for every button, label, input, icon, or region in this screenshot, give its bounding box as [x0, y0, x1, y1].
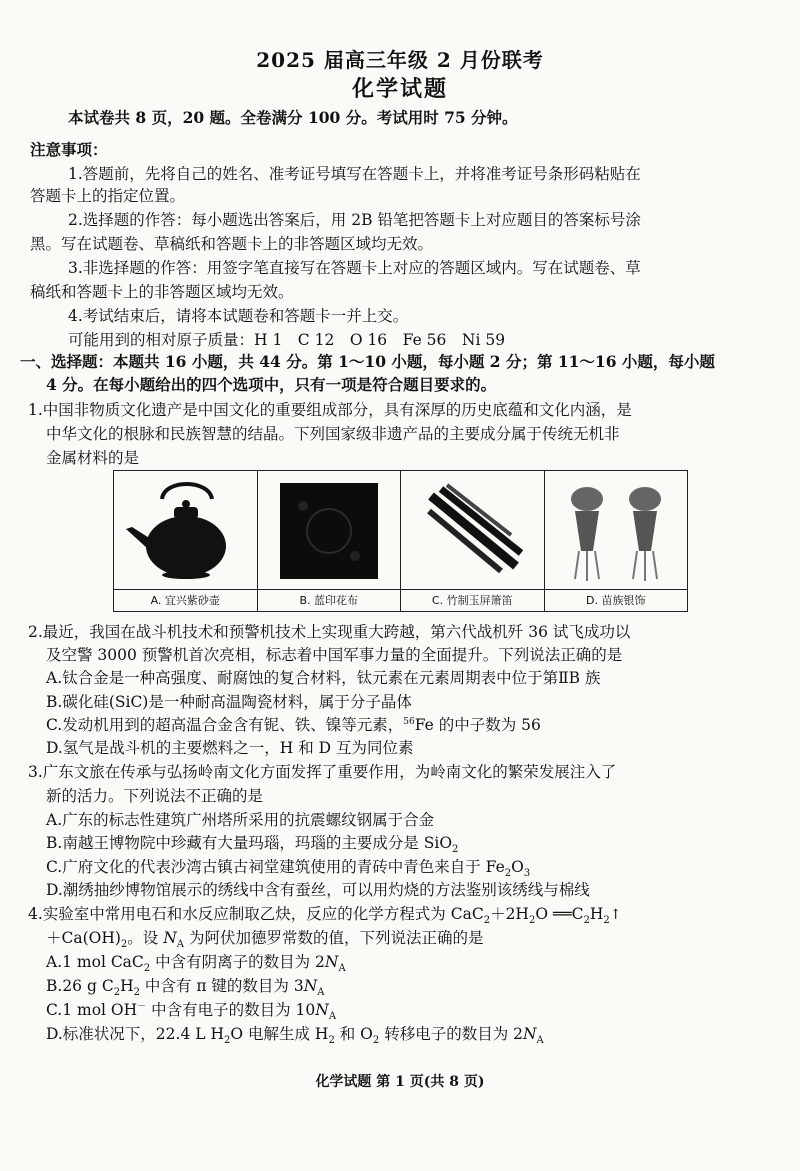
q3-stem-a: 3.广东文旅在传承与弘扬岭南文化方面发挥了重要作用，为岭南文化的繁荣发展注入了 [28, 763, 617, 781]
q1-option-b-cell [258, 471, 402, 611]
q4-option-c-1: C.1 mol OH [46, 1001, 138, 1019]
bamboo-flute-image [401, 471, 544, 591]
q4-option-d-s3: 2 [372, 1035, 380, 1046]
gas-arrow-icon: ↑ [609, 907, 622, 923]
q4-option-a-s: 2 [143, 963, 151, 974]
q3-option-a: A.广东的标志性建筑广州塔所采用的抗震螺纹钢属于合金 [46, 811, 435, 829]
note-3a: 3.非选择题的作答：用签字笔直接写在答题卡上对应的答题区域内。写在试题卷、草 [68, 259, 641, 277]
q4-stem-a-s3: 2 [583, 915, 590, 926]
q3-option-c [46, 857, 791, 880]
q1-option-c-caption: C. 竹制玉屏箫笛 [401, 589, 544, 611]
q4-stem-b-s1: 2 [120, 939, 128, 950]
q4-option-a [46, 952, 791, 975]
q4-stem-b-2: 。设 [127, 929, 164, 947]
q4-stem-a-s2: 2 [528, 915, 536, 926]
q4-stem-a-4: H [589, 905, 604, 923]
q4-option-d-na: N [522, 1025, 537, 1043]
q4-stem-a-2: ＋2H [490, 905, 529, 923]
q3-stem-b: 新的活力。下列说法不正确的是 [46, 787, 264, 805]
section-1-heading-b: 4 分。在每小题给出的四个选项中，只有一项是符合题目要求的。 [46, 375, 497, 394]
q4-option-d-3: 和 O [334, 1025, 373, 1043]
q4-option-a-na-sub: A [338, 963, 346, 974]
q1-option-a-caption: A. 宜兴紫砂壶 [114, 589, 257, 611]
q2-option-c [46, 715, 791, 738]
q2-option-c-mass: 56 [403, 717, 415, 727]
notes-heading: 注意事项： [30, 140, 108, 159]
q4-option-b-3: 中含有 π 键的数目为 3 [139, 977, 304, 995]
q4-option-c-na-sub: A [328, 1011, 337, 1022]
q4-option-b-s1: 2 [113, 987, 121, 998]
silver-ornament-image [545, 471, 688, 591]
q4-stem-b-3: 为阿伏加德罗常数的值，下列说法正确的是 [184, 929, 484, 947]
q4-option-a-na: N [324, 953, 339, 971]
q4-option-d-2: O 电解生成 H [230, 1025, 329, 1043]
q4-option-b-na-sub: A [317, 987, 325, 998]
q3-option-c-mid: O [511, 858, 524, 876]
q1-option-b-caption: B. 蓝印花布 [258, 589, 401, 611]
q4-stem-b-1: ＋Ca(OH) [46, 929, 121, 947]
q4-option-b-s2: 2 [133, 987, 140, 998]
q2-stem-b: 及空警 3000 预警机首次亮相，标志着中国军事力量的全面提升。下列说法正确的是 [46, 646, 623, 664]
page-footer: 化学试题 第 1 页(共 8 页) [315, 1074, 485, 1090]
q2-option-c-text: C.发动机用到的超高温合金含有铌、铁、镍等元素， [46, 716, 404, 734]
q4-option-d-na-sub: A [536, 1035, 544, 1046]
q4-option-b [46, 976, 791, 999]
q1-image-table [113, 470, 688, 612]
section-1-heading-a: 一、选择题：本题共 16 小题，共 44 分。第 1～10 小题，每小题 2 分；第 11～16 小题，每小题 [20, 352, 715, 371]
teapot-image [114, 471, 257, 591]
q4-stem-a-3: O ══C [535, 905, 584, 923]
q1-option-a-cell [114, 471, 258, 611]
blue-print-cloth-image [258, 471, 401, 591]
q4-option-b-2: H [120, 977, 134, 995]
q4-option-d [46, 1024, 791, 1047]
q1-stem-b: 中华文化的根脉和民族智慧的结晶。下列国家级非遗产品的主要成分属于传统无机非 [46, 425, 620, 443]
q2-option-a: A.钛合金是一种高强度、耐腐蚀的复合材料，钛元素在元素周期表中位于第ⅡB 族 [46, 669, 601, 687]
q4-option-c [46, 1000, 791, 1023]
q4-option-b-na: N [303, 977, 318, 995]
q3-option-c-sub2: 3 [523, 868, 531, 879]
note-2b: 黑。写在试题卷、草稿纸和答题卡上的非答题区域均无效。 [30, 235, 434, 253]
q2-option-d: D.氢气是战斗机的主要燃料之一，H 和 D 互为同位素 [46, 739, 414, 757]
q4-stem-a-1: 4.实验室中常用电石和水反应制取乙炔，反应的化学方程式为 CaC [28, 905, 484, 923]
q1-option-d-cell [545, 471, 688, 611]
q2-option-c-tail: Fe 的中子数为 56 [414, 716, 541, 734]
q4-option-c-2: 中含有电子的数目为 10 [146, 1001, 316, 1019]
exam-info: 本试卷共 8 页，20 题。全卷满分 100 分。考试用时 75 分钟。 [68, 108, 518, 127]
note-1a: 1.答题前，先将自己的姓名、准考证号填写在答题卡上，并将准考证号条形码粘贴在 [68, 165, 641, 183]
q3-option-b-sub: 2 [452, 844, 459, 855]
q3-option-b-text: B.南越王博物院中珍藏有大量玛瑙，玛瑙的主要成分是 SiO [46, 834, 453, 852]
note-3b: 稿纸和答题卡上的非答题区域均无效。 [30, 283, 294, 301]
q4-stem-b-na-sub: A [176, 939, 185, 950]
q4-option-c-sup: － [137, 1002, 147, 1012]
q4-option-d-s1: 2 [223, 1035, 231, 1046]
note-4: 4.考试结束后，请将本试题卷和答题卡一并上交。 [68, 307, 409, 325]
q1-stem-c: 金属材料的是 [46, 449, 140, 467]
q4-stem-a-s4: 2 [603, 915, 610, 926]
q1-stem-a: 1.中国非物质文化遗产是中国文化的重要组成部分，具有深厚的历史底蕴和文化内涵，是 [28, 401, 632, 419]
q4-stem-a-s1: 2 [483, 915, 491, 926]
q3-option-c-text: C.广府文化的代表沙湾古镇古祠堂建筑使用的青砖中青色来自于 Fe [46, 858, 505, 876]
q4-option-a-2: 中含有阴离子的数目为 2 [150, 953, 325, 971]
q3-option-b [46, 833, 791, 856]
q4-option-a-1: A.1 mol CaC [46, 953, 144, 971]
q4-stem-b [46, 928, 791, 951]
note-1b: 答题卡上的指定位置。 [30, 187, 186, 205]
exam-title: 2025 届高三年级 2 月份联考 [256, 48, 544, 72]
note-2a: 2.选择题的作答：每小题选出答案后，用 2B 铅笔把答题卡上对应题目的答案标号涂 [68, 211, 641, 229]
atomic-masses: 可能用到的相对原子质量：H 1 C 12 O 16 Fe 56 Ni 59 [68, 331, 506, 349]
q2-option-b: B.碳化硅(SiC)是一种耐高温陶瓷材料，属于分子晶体 [46, 693, 412, 711]
q4-option-d-4: 转移电子的数目为 2 [379, 1025, 523, 1043]
subject-title: 化学试题 [351, 76, 448, 102]
q4-stem-b-na: N [163, 929, 177, 947]
q4-option-d-1: D.标准状况下，22.4 L H [46, 1025, 224, 1043]
q4-option-d-s2: 2 [328, 1035, 335, 1046]
q4-option-b-1: B.26 g C [46, 977, 114, 995]
q2-stem-a: 2.最近，我国在战斗机技术和预警机技术上实现重大跨越，第六代战机歼 36 试飞成功以 [28, 623, 631, 641]
q1-option-d-caption: D. 苗族银饰 [545, 589, 688, 611]
q3-option-c-sub1: 2 [504, 868, 512, 879]
q1-option-c-cell [401, 471, 545, 611]
q4-option-c-na: N [315, 1001, 329, 1019]
q3-option-d: D.潮绣抽纱博物馆展示的绣线中含有蚕丝，可以用灼烧的方法鉴别该绣线与棉线 [46, 881, 590, 899]
q4-stem-a [28, 904, 773, 927]
